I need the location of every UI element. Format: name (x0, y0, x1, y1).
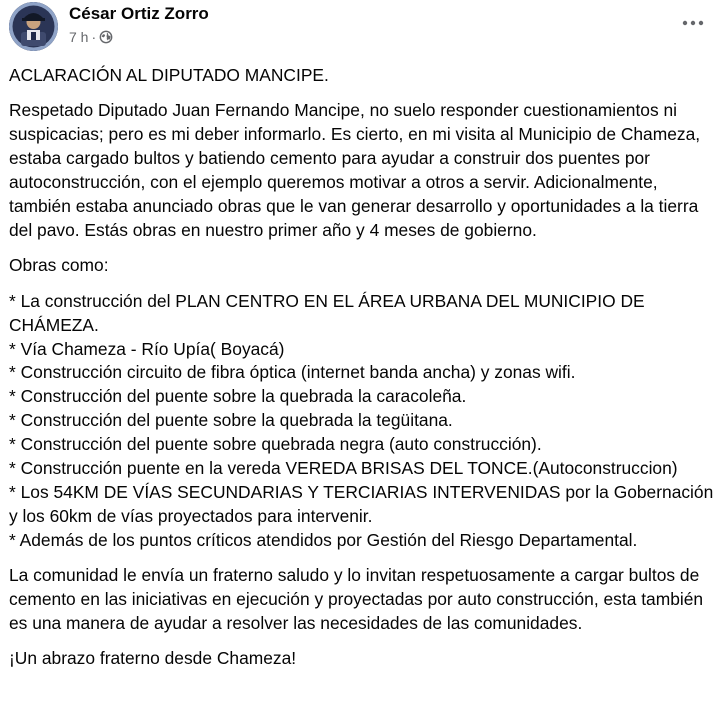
globe-icon[interactable] (99, 30, 113, 44)
post-content (9, 64, 721, 683)
list-item: * Construcción del puente sobre quebrada negra (auto construcción). (9, 434, 542, 455)
author-name[interactable]: César Ortiz Zorro (69, 4, 209, 23)
list-item: * La construcción del PLAN CENTRO EN EL ÁREA URBANA DEL MUNICIPIO DE CHÁMEZA. (9, 290, 645, 335)
more-options-icon[interactable] (676, 10, 710, 36)
obras-intro: Obras como: (9, 255, 109, 276)
post-time[interactable]: 7 h (69, 29, 89, 45)
avatar-image (9, 2, 58, 51)
list-item: * Los 54KM DE VÍAS SECUNDARIAS Y TERCIARIAS INTERVENIDAS por la Gobernación y los 60km de vías proyectados para intervenir. (9, 482, 714, 526)
post-title: ACLARACIÓN AL DIPUTADO MANCIPE. (9, 65, 329, 85)
author-avatar[interactable] (9, 2, 58, 51)
list-item: * Construcción circuito de fibra óptica (internet banda ancha) y zonas wifi. (9, 362, 576, 383)
post-header (0, 0, 724, 60)
list-item: * Vía Chameza - Río Upía( Boyacá) (9, 338, 285, 359)
list-item: * Construcción puente en la vereda VEREDA BRISAS DEL TONCE.(Autoconstruccion) (9, 458, 678, 479)
obras-list (9, 290, 721, 553)
post-paragraph-1: Respetado Diputado Juan Fernando Mancipe, no suelo responder cuestionamientos ni suspicacias; pero es mi deber informarlo. Es cierto, en mi visita al Municipio de Chameza, estaba cargado bultos y batiendo cemento para ayudar a construir dos puentes por autoconstrucción, con el ejemplo queremos motivar a otros a servir. Adicionalmente, también estaba anunciado obras que le van generar desarrollo y oportunidades a la tierra del pavo. Estás obras en nuestro primer año y 4 meses de gobierno. (9, 100, 701, 240)
post-paragraph-2: La comunidad le envía un fraterno saludo y lo invitan respetuosamente a cargar bultos de cemento en las iniciativas en ejecución y proyectadas por auto construcción, esta también es una manera de ayudar a resolver las necesidades de las comunidades. (9, 565, 704, 634)
list-item: * Construcción del puente sobre la quebrada la caracoleña. (9, 386, 467, 407)
list-item: * Además de los puntos críticos atendidos por Gestión del Riesgo Departamental. (9, 529, 638, 550)
post-closing: ¡Un abrazo fraterno desde Chameza! (9, 648, 297, 669)
meta-separator: · (91, 29, 97, 45)
post-meta (69, 29, 113, 45)
list-item: * Construcción del puente sobre la quebrada la tegüitana. (9, 410, 453, 431)
